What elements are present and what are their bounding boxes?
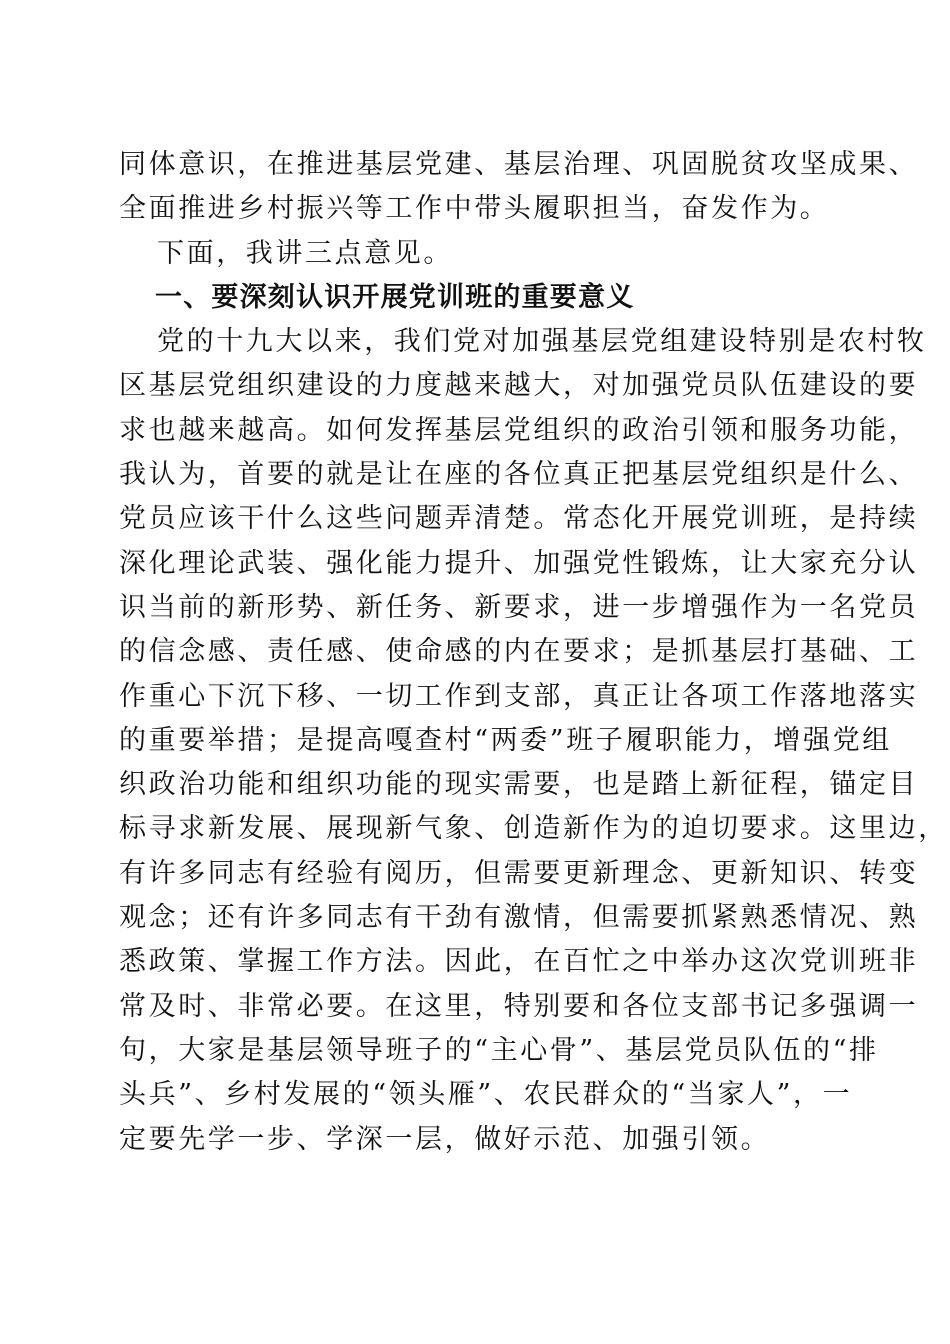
text-line: 党的十九大以来，我们党对加强基层党组建设特别是农村牧 bbox=[157, 326, 927, 358]
text-line: 织政治功能和组织功能的现实需要，也是踏上新征程，锚定目 bbox=[119, 769, 919, 801]
text-line: 党员应该干什么这些问题弄清楚。常态化开展党训班，是持续 bbox=[119, 503, 919, 535]
text-line: 常及时、非常必要。在这里，特别要和各位支部书记多强调一 bbox=[119, 990, 919, 1022]
text-line: 悉政策、掌握工作方法。因此，在百忙之中举办这次党训班非 bbox=[119, 946, 919, 978]
text-line: 求也越来越高。如何发挥基层党组织的政治引领和服务功能， bbox=[119, 414, 919, 446]
text-line: 的重要举措；是提高嘎查村“两委”班子履职能力，增强党组 bbox=[119, 724, 892, 756]
text-line: 全面推进乡村振兴等工作中带头履职担当，奋发作为。 bbox=[119, 193, 830, 225]
text-line: 下面，我讲三点意见。 bbox=[157, 237, 453, 269]
text-line: 句，大家是基层领导班子的“主心骨”、基层党员队伍的“排 bbox=[119, 1034, 879, 1066]
text-line: 头兵”、乡村发展的“领头雁”、农民群众的“当家人”，一 bbox=[119, 1079, 853, 1111]
text-line: 作重心下沉下移、一切工作到支部，真正让各项工作落地落实 bbox=[119, 680, 919, 712]
text-line: 的信念感、责任感、使命感的内在要求；是抓基层打基础、工 bbox=[119, 636, 919, 668]
text-line: 观念；还有许多同志有干劲有激情，但需要抓紧熟悉情况、熟 bbox=[119, 902, 919, 934]
document-body bbox=[119, 143, 948, 1162]
text-line: 深化理论武装、强化能力提升、加强党性锻炼，让大家充分认 bbox=[119, 547, 919, 579]
text-line: 有许多同志有经验有阅历，但需要更新理念、更新知识、转变 bbox=[119, 857, 919, 889]
text-line: 标寻求新发展、展现新气象、创造新作为的迫切要求。这里边， bbox=[119, 813, 948, 845]
text-line: 区基层党组织建设的力度越来越大，对加强党员队伍建设的要 bbox=[119, 370, 919, 402]
text-line: 识当前的新形势、新任务、新要求，进一步增强作为一名党员 bbox=[119, 591, 919, 623]
text-line: 定要先学一步、学深一层，做好示范、加强引领。 bbox=[119, 1123, 771, 1155]
text-line: 同体意识，在推进基层党建、基层治理、巩固脱贫攻坚成果、 bbox=[119, 149, 919, 180]
text-line: 我认为，首要的就是让在座的各位真正把基层党组织是什么、 bbox=[119, 459, 919, 491]
section-heading: 一、要深刻认识开展党训班的重要意义 bbox=[155, 281, 635, 313]
